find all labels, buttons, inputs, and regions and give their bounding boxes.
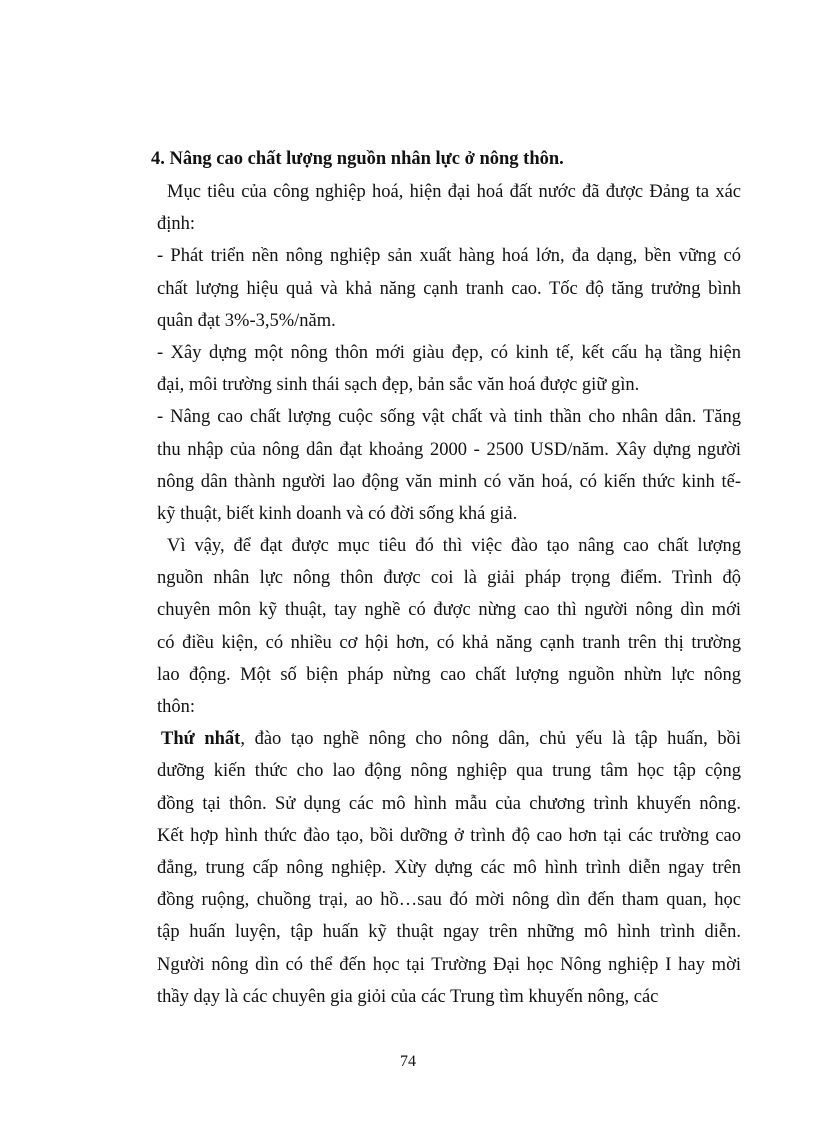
document-body (151, 146, 742, 1013)
text-line: kỹ thuật, biết kinh doanh và có đời sống khá giả. (157, 503, 518, 524)
text-line: chuyên môn kỹ thuật, tay nghề có được nừng cao thì người nông dìn mới (157, 600, 741, 621)
bold-lead: Thứ nhất (161, 729, 241, 750)
text-line: quân đạt 3%-3,5%/năm. (157, 310, 336, 331)
text-line: - Phát triển nền nông nghiệp sản xuất hàng hoá lớn, đa dạng, bền vững có (157, 246, 741, 267)
page-number: 74 (400, 1053, 416, 1070)
text-line: có điều kiện, có nhiều cơ hội hơn, có khả năng cạnh tranh trên thị trường (157, 632, 741, 653)
text-line: nông dân thành người lao động văn minh có văn hoá, có kiến thức kinh tế- (157, 471, 741, 492)
text-line: đồng ruộng, chuồng trại, ao hồ…sau đó mời nông dìn đến tham quan, học (157, 890, 741, 911)
text-line: nguồn nhân lực nông thôn được coi là giải pháp trọng điểm. Trình độ (157, 568, 741, 589)
bold-lead-suffix: , (240, 729, 245, 750)
text-line: thầy dạy là các chuyên gia giỏi của các Trung tìm khuyến nông, các (157, 986, 659, 1007)
text-line: thôn: (157, 697, 196, 717)
text-line: Vì vậy, để đạt được mục tiêu đó thì việc đào tạo nâng cao chất lượng (167, 536, 741, 557)
text-line: chất lượng hiệu quả và khả năng cạnh tranh cao. Tốc độ tăng trưởng bình (157, 278, 741, 299)
text-line: Người nông dìn có thể đến học tại Trường Đại học Nông nghiệp I hay mời (157, 954, 741, 975)
text-line: định: (157, 214, 196, 235)
text-line: lao động. Một số biện pháp nừng cao chất lượng nguồn nhừn lực nông (157, 664, 741, 685)
text-line-with-lead (157, 723, 741, 755)
text-line: tập huấn luyện, tập huấn kỹ thuật ngay trên những mô hình trình diễn. (157, 922, 741, 943)
text-line: đại, môi trường sinh thái sạch đẹp, bản sắc văn hoá được giữ gìn. (157, 375, 640, 396)
text-line: - Nâng cao chất lượng cuộc sống vật chất và tinh thần cho nhân dân. Tăng (157, 407, 741, 428)
text-line-rest: đào tạo nghề nông cho nông dân, chủ yếu là tập huấn, bồi (254, 729, 742, 750)
text-line: đồng tại thôn. Sử dụng các mô hình mẫu của chương trình khuyến nông. (157, 793, 741, 814)
section-heading: 4. Nâng cao chất lượng nguồn nhân lực ở nông thôn. (151, 149, 564, 169)
text-line: Kết hợp hình thức đào tạo, bồi dưỡng ở trình độ cao hơn tại các trường cao (157, 825, 741, 846)
text-line: dưỡng kiến thức cho lao động nông nghiệp qua trung tâm học tập cộng (157, 761, 741, 782)
text-line: - Xây dựng một nông thôn mới giàu đẹp, có kinh tế, kết cấu hạ tầng hiện (157, 342, 741, 363)
text-line: đẳng, trung cấp nông nghiệp. Xừy dựng các mô hình trình diễn ngay trên (157, 857, 741, 878)
text-line: thu nhập của nông dân đạt khoảng 2000 - 2500 USD/năm. Xây dựng người (157, 439, 741, 460)
text-line: Mục tiêu của công nghiệp hoá, hiện đại hoá đất nước đã được Đảng ta xác (167, 182, 741, 202)
